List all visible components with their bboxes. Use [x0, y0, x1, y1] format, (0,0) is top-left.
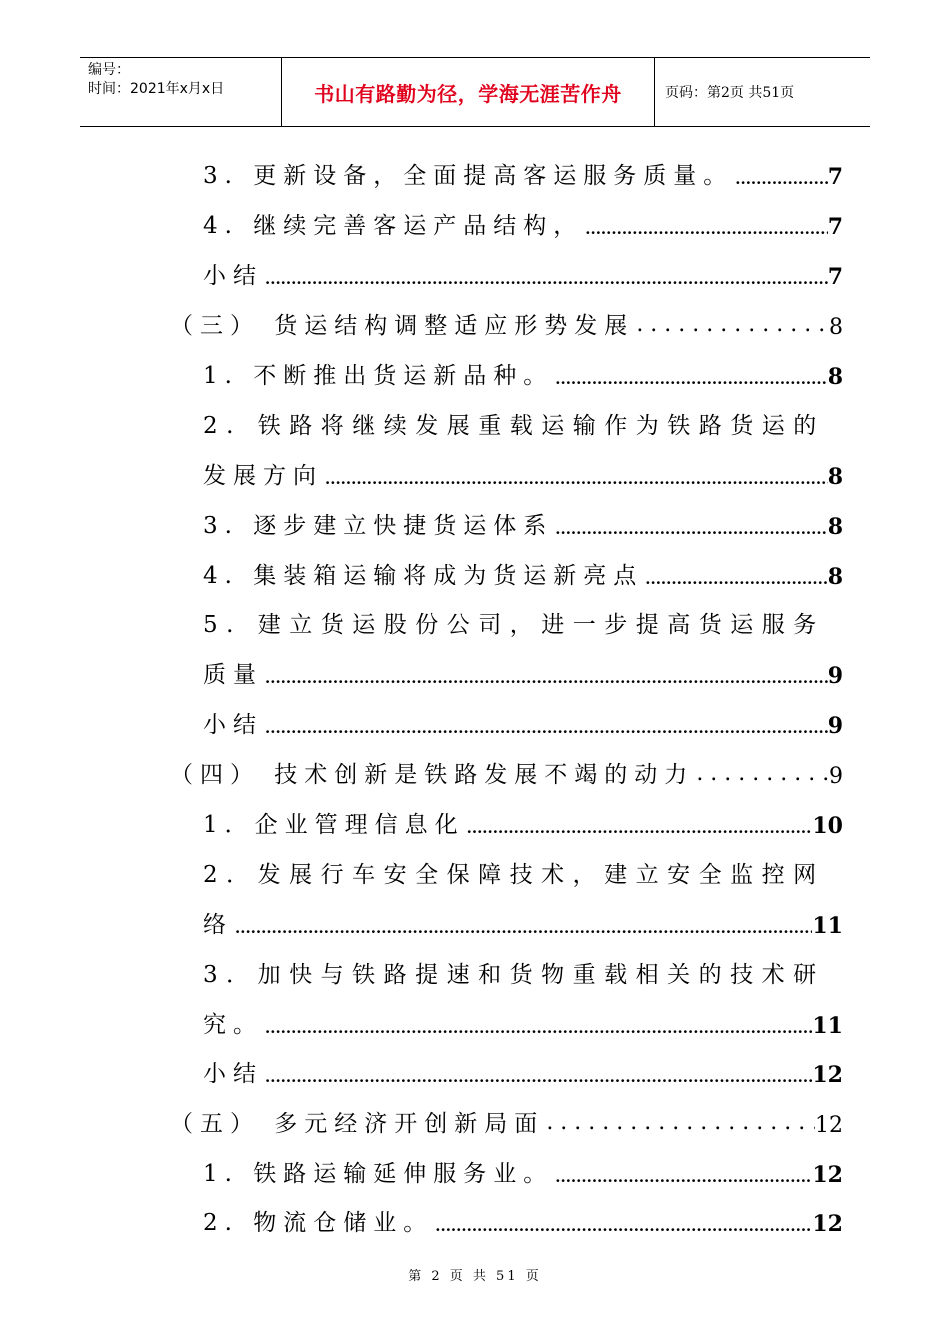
toc-section-page: 9 — [829, 764, 843, 789]
toc-entry-text: 小结 — [203, 712, 263, 738]
toc-section[interactable] — [170, 755, 843, 789]
toc-entry[interactable] — [203, 1203, 843, 1237]
toc-entry-text: 1. 不断推出货运新品种。 — [203, 363, 554, 389]
toc-entry-page: 8 — [827, 564, 843, 590]
number-label: 编号： — [88, 62, 130, 78]
toc-leader — [433, 1215, 812, 1237]
toc-leader — [733, 168, 827, 190]
toc-leader — [465, 817, 813, 839]
toc-entry[interactable] — [203, 506, 843, 540]
toc-leader — [263, 268, 828, 290]
toc-entry[interactable] — [203, 705, 843, 739]
toc-entry-line[interactable] — [203, 605, 843, 639]
toc-leader — [553, 1166, 812, 1188]
toc-entry-page: 8 — [827, 364, 843, 390]
toc-leader — [694, 759, 829, 789]
toc-leader — [263, 1066, 812, 1088]
toc-entry-text: 3. 更新设备，全面提高客运服务质量。 — [203, 163, 734, 189]
toc-entry[interactable] — [203, 805, 843, 839]
header-meta — [80, 58, 282, 126]
page-header — [80, 57, 870, 127]
header-motto: 书山有路勤为径，学海无涯苦作舟 — [282, 58, 655, 126]
toc-entry-page: 7 — [827, 164, 843, 190]
toc-section-page: 8 — [829, 315, 843, 340]
toc-entry-text: 5. 建立货运股份公司，进一步提高货运服务 — [203, 612, 825, 638]
toc-entry-page: 12 — [812, 1162, 843, 1188]
toc-section[interactable] — [170, 306, 843, 340]
toc-entry-page: 9 — [827, 663, 843, 689]
toc-entry-text: 小结 — [203, 1061, 263, 1087]
page-footer: 第 2 页 共 51 页 — [408, 1269, 542, 1284]
toc-leader — [263, 1017, 812, 1039]
toc-entry-text: 1. 铁路运输延伸服务业。 — [203, 1161, 554, 1187]
toc-entry-text: 小结 — [203, 263, 263, 289]
toc-entry-page: 12 — [812, 1211, 843, 1237]
toc-entry-text: 1．企业管理信息化 — [203, 812, 465, 838]
toc-entry-line[interactable] — [203, 406, 843, 440]
toc-entry-page: 10 — [812, 813, 843, 839]
toc-entry-text: 络 — [203, 912, 233, 938]
toc-entry-line[interactable] — [203, 955, 843, 989]
toc-entry-text: 质量 — [203, 662, 263, 688]
toc-entry-text: 2．发展行车安全保障技术，建立安全监控网 — [203, 862, 825, 888]
toc-entry-text: 3. 逐步建立快捷货运体系 — [203, 513, 554, 539]
toc-entry[interactable] — [203, 905, 843, 939]
toc-entry-page: 12 — [812, 1062, 843, 1088]
toc-entry-line[interactable] — [203, 855, 843, 889]
toc-entry-page: 11 — [812, 913, 843, 939]
toc-entry-page: 8 — [827, 514, 843, 540]
toc-entry-text: 究。 — [203, 1012, 263, 1038]
toc-entry-text: 2. 铁路将继续发展重载运输作为铁路货运的 — [203, 413, 825, 439]
toc-entry-page: 9 — [827, 713, 843, 739]
toc-leader — [263, 717, 828, 739]
toc-leader — [544, 1108, 815, 1138]
toc-entry-page: 11 — [812, 1013, 843, 1039]
toc-leader — [553, 518, 827, 540]
header-page-info: 页码：第2页 共51页 — [665, 85, 795, 101]
toc-entry-text: 4. 集装箱运输将成为货运新亮点 — [203, 563, 644, 589]
toc-section[interactable] — [170, 1104, 843, 1138]
toc-entry[interactable] — [203, 1054, 843, 1088]
toc-leader — [233, 917, 812, 939]
toc-section-page: 12 — [815, 1113, 843, 1138]
toc-entry[interactable] — [203, 1154, 843, 1188]
toc-entry[interactable] — [203, 456, 843, 490]
toc-leader — [643, 568, 827, 590]
toc-leader — [553, 368, 827, 390]
toc-leader — [323, 468, 828, 490]
toc-entry-text: 3．加快与铁路提速和货物重载相关的技术研 — [203, 962, 825, 988]
toc-entry-text: 2. 物流仓储业。 — [203, 1210, 434, 1236]
toc-entry-page: 8 — [827, 464, 843, 490]
toc-leader — [634, 310, 829, 340]
toc-entry[interactable] — [203, 256, 843, 290]
toc-section-text: （四） 技术创新是铁路发展不竭的动力 — [170, 762, 695, 788]
toc-entry-page: 7 — [827, 264, 843, 290]
toc-entry-text: 发展方向 — [203, 463, 323, 489]
toc-leader — [263, 667, 828, 689]
toc-section-text: （五） 多元经济开创新局面 — [170, 1111, 545, 1137]
toc-entry[interactable] — [203, 156, 843, 190]
toc-entry-text: 4. 继续完善客运产品结构， — [203, 213, 584, 239]
toc-entry-page: 7 — [827, 214, 843, 240]
toc-entry[interactable] — [203, 1005, 843, 1039]
toc-entry[interactable] — [203, 655, 843, 689]
toc-entry[interactable] — [203, 206, 843, 240]
toc-entry[interactable] — [203, 556, 843, 590]
toc-leader — [583, 218, 827, 240]
toc-entry[interactable] — [203, 356, 843, 390]
time-label: 时间：2021年x月x日 — [88, 81, 225, 97]
toc-section-text: （三） 货运结构调整适应形势发展 — [170, 313, 635, 339]
